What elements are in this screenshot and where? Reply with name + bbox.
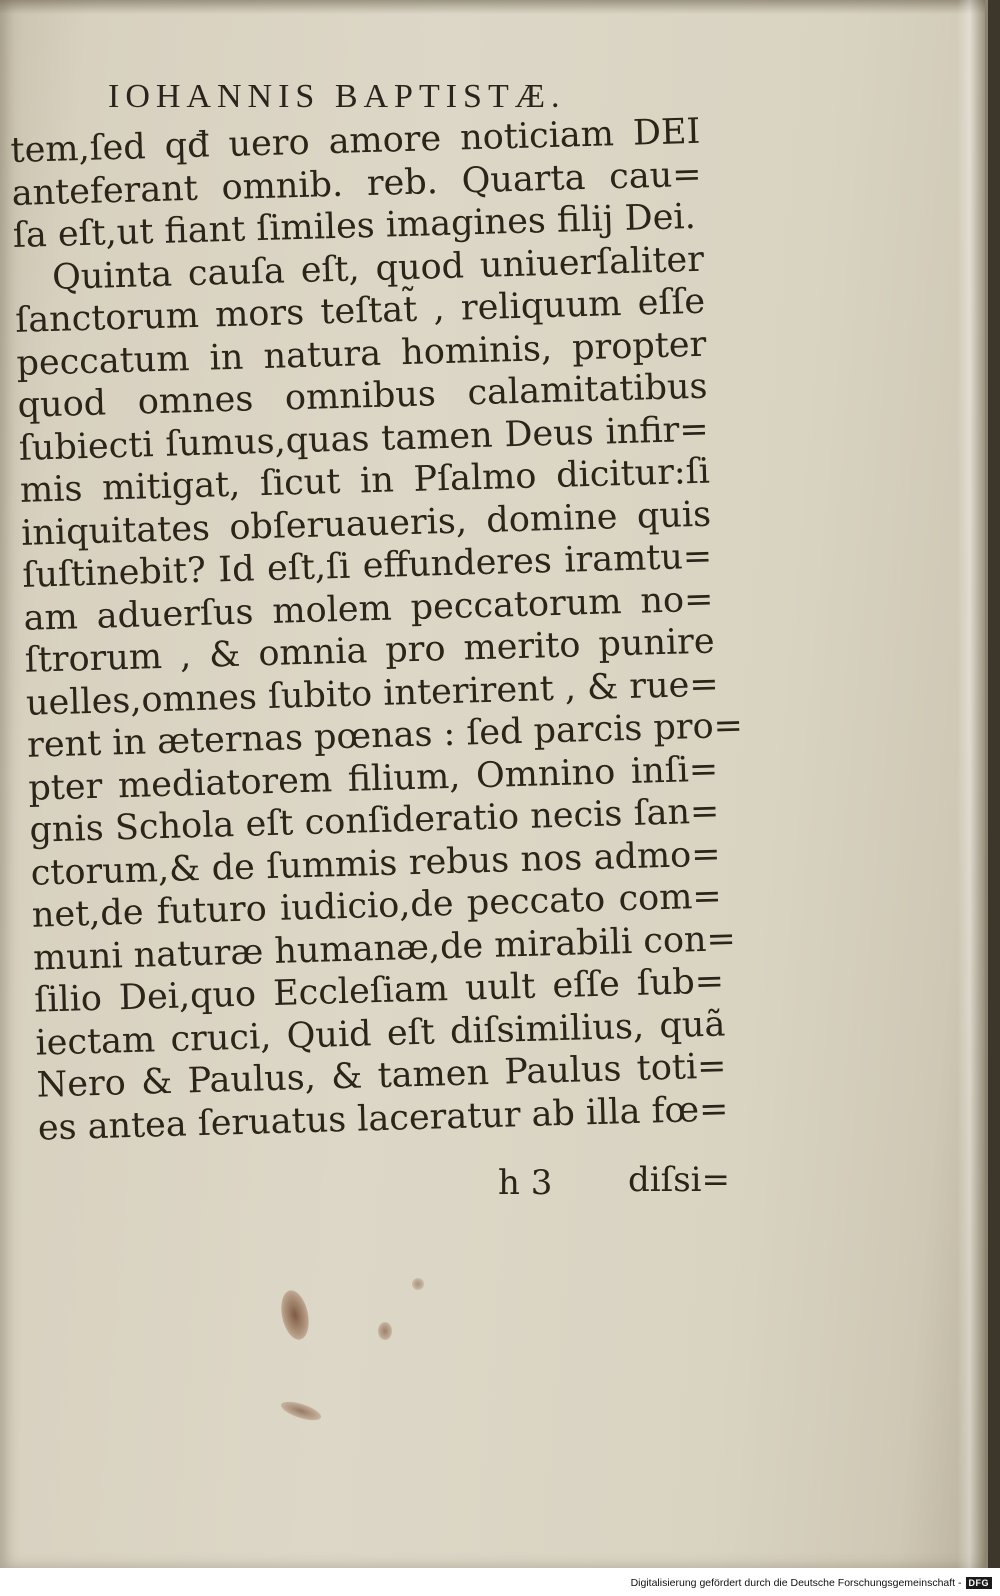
text-line: uelles,omnes ſubito interirent , & rue= <box>25 663 720 724</box>
text-line: ſilio Dei,quo Eccleſiam uult eſſe ſub= <box>33 961 725 1021</box>
text-line: mis mitigat, ſicut in Pſalmo dicitur:ſi <box>19 451 711 511</box>
text-line: Quinta cauſa eſt, quod uniuerſaliter <box>51 239 705 298</box>
dfg-logo-icon: DFG <box>966 1577 993 1589</box>
ink-stain <box>378 1322 392 1340</box>
text-line: pter mediatorem filium, Omnino inſi= <box>27 748 719 809</box>
running-header: IOHANNIS BAPTISTÆ. <box>108 78 566 115</box>
text-line: ſtrorum , & omnia pro merito punire <box>24 621 716 681</box>
text-line: ſubiecti ſumus,quas tamen Deus infir= <box>18 409 710 469</box>
text-line: am aduerſus molem peccatorum no= <box>23 579 714 639</box>
text-line: muni naturæ humanæ,de mirabili con= <box>32 918 737 979</box>
text-line: gnis Schola eſt conſideratio necis ſan= <box>29 791 720 851</box>
catchword: diſsi= <box>628 1160 731 1200</box>
text-line: net,de futuro iudicio,de peccato com= <box>31 876 723 936</box>
text-line: rent in æternas pœnas : ſed parcis pro= <box>26 705 744 766</box>
text-line: anteferant omnib. reb. Quarta cau= <box>11 154 703 214</box>
text-line: peccatum in natura hominis, propter <box>15 324 707 384</box>
page-top-shadow <box>0 0 985 14</box>
ink-stain <box>277 1288 313 1342</box>
credit-text: Digitalisierung gefördert durch die Deutsche Forschungsgemeinschaft - <box>630 1577 962 1589</box>
digitization-credit <box>625 1573 996 1593</box>
text-line: es antea ſeruatus laceratur ab illa fœ= <box>37 1088 729 1149</box>
signature-mark: h 3 <box>498 1163 553 1203</box>
text-line: iectam cruci, Quid eſt diſsimilius, quã <box>34 1003 726 1064</box>
body-text <box>10 111 744 1150</box>
text-line: iniquitates obſeruaueris, domine quis <box>20 494 712 554</box>
ink-stain <box>279 1398 323 1424</box>
text-line: ſuſtinebit? Id eſt,ſi effunderes iramtu= <box>21 536 713 596</box>
text-line: tem,ſed qđ uero amore noticiam DEI <box>10 111 701 171</box>
text-line: quod omnes omnibus calamitatibus <box>17 366 708 426</box>
text-line: ctorum,& de ſummis rebus nos admo= <box>30 833 722 894</box>
text-line: ſanctorum mors teſtat̃ , reliquum eſſe <box>14 281 706 341</box>
page-right-edge <box>957 0 985 1568</box>
text-line: Nero & Paulus, & tamen Paulus toti= <box>36 1046 727 1106</box>
ink-stain <box>412 1278 424 1290</box>
text-line: ſa eſt,ut fiant ſimiles imagines filij Dei. <box>12 196 697 256</box>
